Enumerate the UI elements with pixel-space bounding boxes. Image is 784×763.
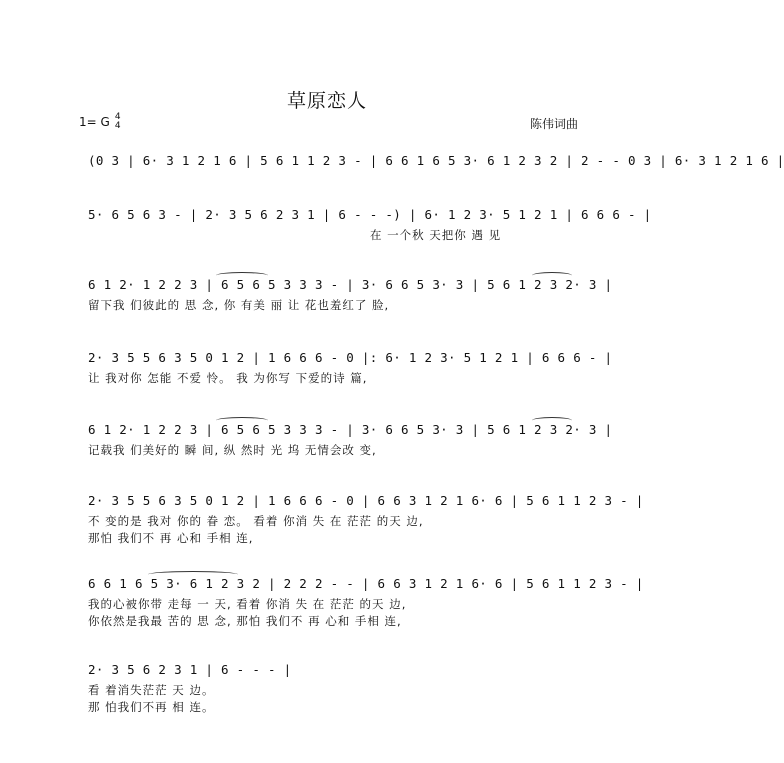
notation-line: 5· 6 5 6 3 - | 2· 3 5 6 2 3 1 | 6 - - -) | 6· 1 2 3· 5 1 2 1 | 6 6 6 - | bbox=[88, 207, 652, 222]
lyric-line: 那怕 我们不 再 心和 手相 连, bbox=[88, 531, 254, 545]
lyric-line: 我的心被你带 走每 一 天, 看着 你消 失 在 茫茫 的天 边, bbox=[88, 597, 407, 611]
time-signature bbox=[115, 113, 121, 131]
lyric-line: 留下我 们彼此的 思 念, 你 有美 丽 让 花也羞红了 脸, bbox=[88, 298, 390, 312]
time-bottom: 4 bbox=[114, 121, 121, 131]
notation-line: 6 1 2· 1 2 2 3 | 6 5 6 5 3 3 3 - | 3· 6 6 5 3· 3 | 5 6 1 2 3 2· 3 | bbox=[88, 422, 613, 437]
lyric-line: 你依然是我最 苦的 思 念, 那怕 我们不 再 心和 手相 连, bbox=[88, 614, 402, 628]
lyric-line: 让 我对你 怎能 不爱 怜。 我 为你写 下爱的诗 篇, bbox=[88, 371, 368, 385]
notation-line: 2· 3 5 5 6 3 5 0 1 2 | 1 6 6 6 - 0 | 6 6 3 1 2 1 6· 6 | 5 6 1 1 2 3 - | bbox=[88, 493, 644, 508]
song-title: 草原恋人 bbox=[286, 90, 367, 112]
lyric-line: 在 一个秋 天把你 遇 见 bbox=[370, 228, 502, 242]
time-top: 4 bbox=[114, 112, 121, 122]
key-label: 1= G bbox=[79, 115, 110, 129]
notation-line: 6 6 1 6 5 3· 6 1 2 3 2 | 2 2 2 - - | 6 6 3 1 2 1 6· 6 | 5 6 1 1 2 3 - | bbox=[88, 576, 644, 591]
notation-line: 2· 3 5 6 2 3 1 | 6 - - - | bbox=[88, 662, 292, 677]
notation-line: (0 3 | 6· 3 1 2 1 6 | 5 6 1 1 2 3 - | 6 6 1 6 5 3· 6 1 2 3 2 | 2 - - 0 3 | 6· 3 1 2 1 6 | bbox=[88, 153, 784, 168]
lyric-line: 那 怕我们不再 相 连。 bbox=[88, 700, 215, 714]
lyric-line: 不 变的是 我对 你的 眷 恋。 看着 你消 失 在 茫茫 的天 边, bbox=[88, 514, 424, 528]
key-signature bbox=[79, 113, 121, 131]
notation-line: 2· 3 5 5 6 3 5 0 1 2 | 1 6 6 6 - 0 |: 6· 1 2 3· 5 1 2 1 | 6 6 6 - | bbox=[88, 350, 613, 365]
notation-line: 6 1 2· 1 2 2 3 | 6 5 6 5 3 3 3 - | 3· 6 6 5 3· 3 | 5 6 1 2 3 2· 3 | bbox=[88, 277, 613, 292]
lyric-line: 记载我 们美好的 瞬 间, 纵 然时 光 坞 无情会改 变, bbox=[88, 443, 377, 457]
lyric-line: 看 着消失茫茫 天 边。 bbox=[88, 683, 215, 697]
composer-credit: 陈伟词曲 bbox=[529, 117, 578, 131]
